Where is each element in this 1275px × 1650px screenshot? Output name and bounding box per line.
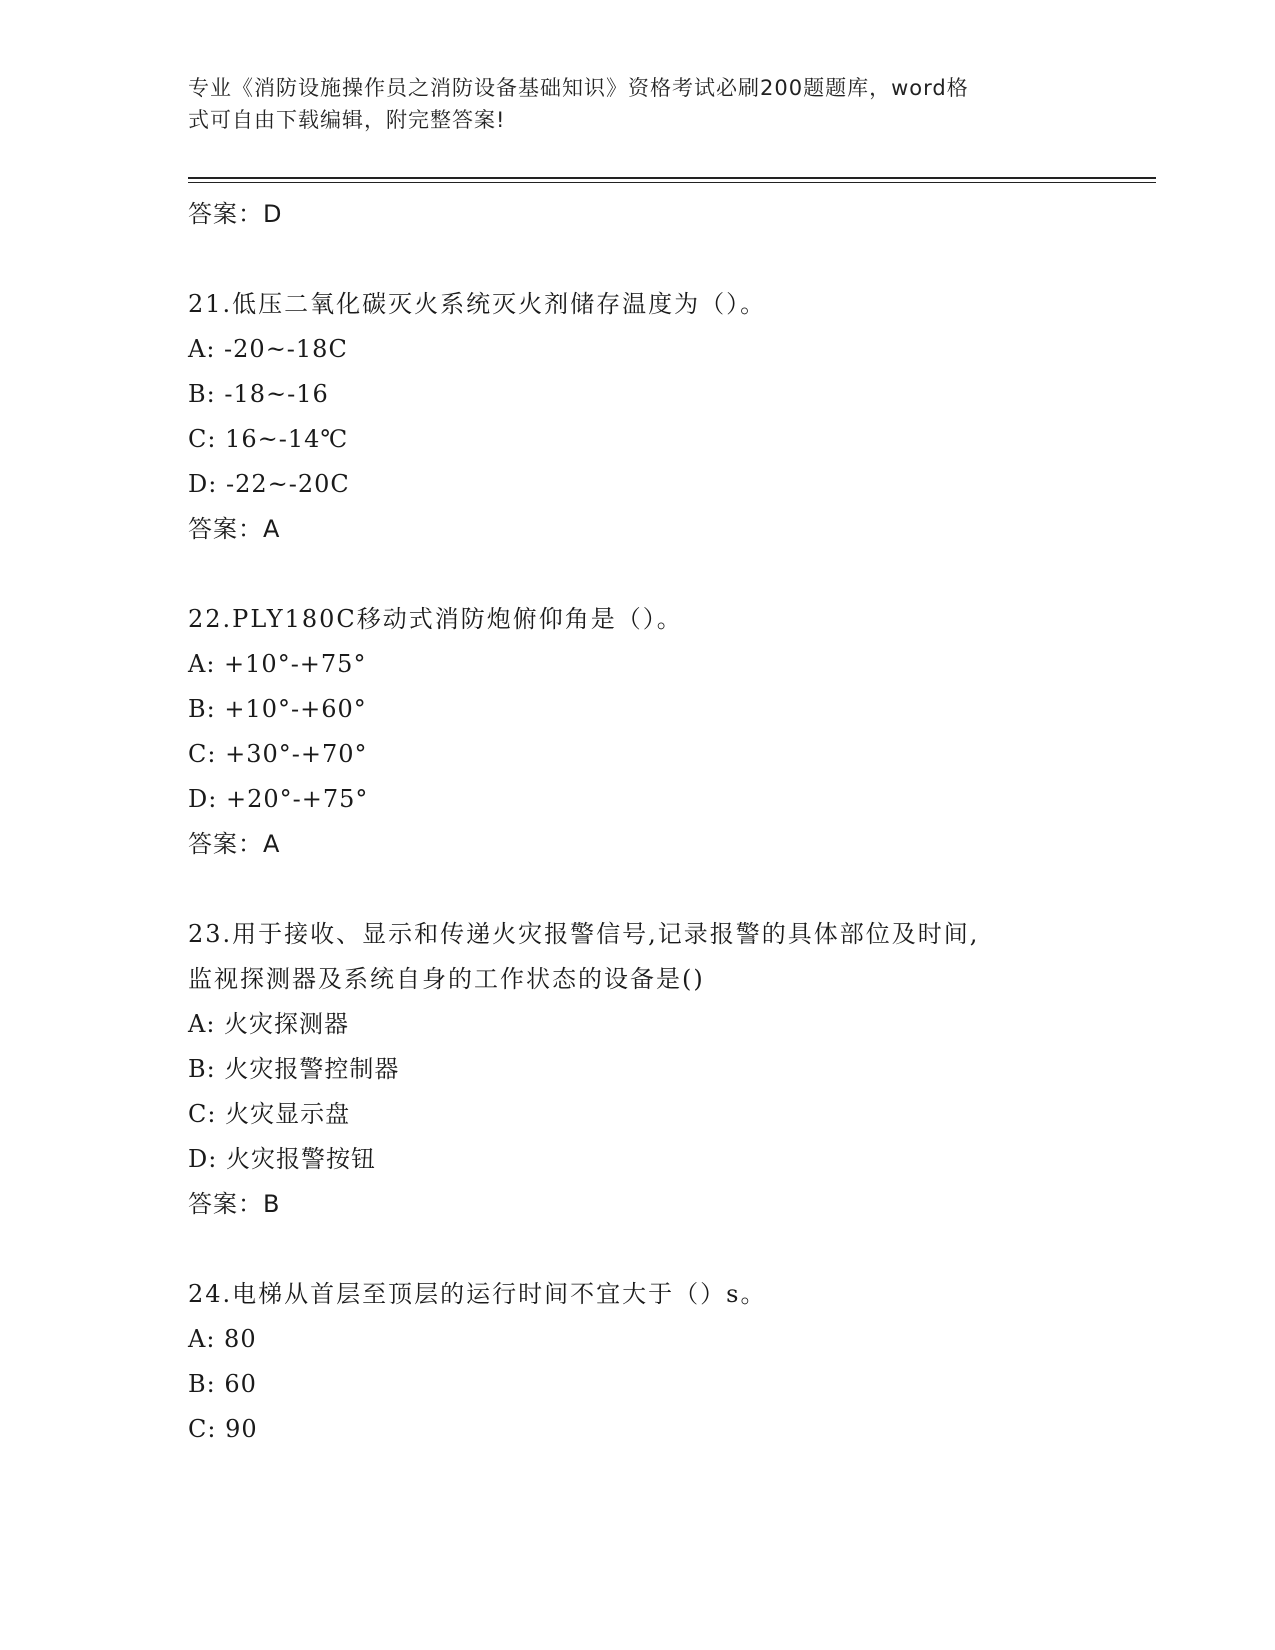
question-21	[188, 282, 1148, 551]
option-b: B: 60	[188, 1370, 257, 1398]
option-a: A: 80	[188, 1325, 257, 1353]
question-text: 24.电梯从首层至顶层的运行时间不宜大于（）s。	[188, 1280, 767, 1308]
question-text-line-2: 监视探测器及系统自身的工作状态的设备是()	[188, 965, 705, 993]
header-divider	[188, 177, 1156, 179]
question-text: 21.低压二氧化碳灭火系统灭火剂储存温度为（）。	[188, 290, 767, 318]
header-line-1: 专业《消防设施操作员之消防设备基础知识》资格考试必刷200题题库，word格	[188, 76, 969, 100]
header-divider-thin	[188, 182, 1156, 183]
option-c: C: 火灾显示盘	[188, 1100, 351, 1128]
answer: 答案：A	[188, 515, 281, 543]
question-24	[188, 1272, 1148, 1452]
option-b: B: +10°-+60°	[188, 695, 367, 723]
question-text-line-1: 23.用于接收、显示和传递火灾报警信号,记录报警的具体部位及时间,	[188, 920, 980, 948]
header-line-2: 式可自由下载编辑，附完整答案!	[188, 108, 506, 132]
option-b: B: 火灾报警控制器	[188, 1055, 400, 1083]
option-c: C: 90	[188, 1415, 258, 1443]
previous-answer: 答案：D	[188, 200, 283, 228]
option-c: C: 16~-14℃	[188, 425, 349, 453]
option-d: D: -22~-20C	[188, 470, 350, 498]
option-b: B: -18~-16	[188, 380, 329, 408]
option-a: A: +10°-+75°	[188, 650, 367, 678]
answer: 答案：A	[188, 830, 281, 858]
answer: 答案：B	[188, 1190, 281, 1218]
document-header	[188, 72, 1088, 136]
question-23	[188, 912, 1148, 1226]
option-a: A: 火灾探测器	[188, 1010, 350, 1038]
option-a: A: -20~-18C	[188, 335, 348, 363]
question-list	[188, 192, 1148, 1452]
option-c: C: +30°-+70°	[188, 740, 368, 768]
question-22	[188, 597, 1148, 866]
option-d: D: 火灾报警按钮	[188, 1145, 376, 1173]
question-text: 22.PLY180C移动式消防炮俯仰角是（）。	[188, 605, 683, 633]
option-d: D: +20°-+75°	[188, 785, 369, 813]
